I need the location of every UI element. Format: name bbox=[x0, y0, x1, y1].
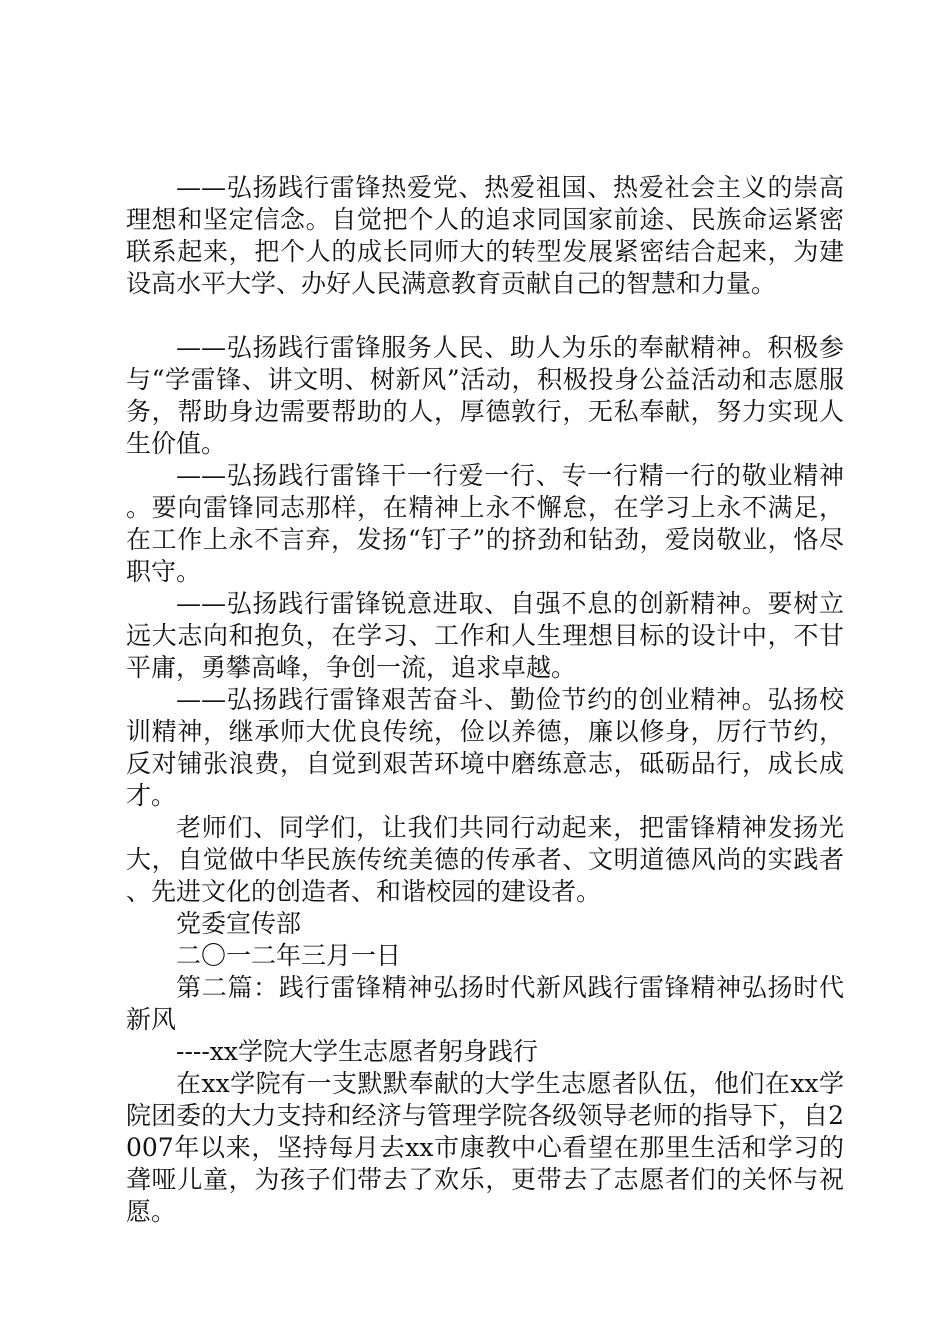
paragraph-ideals: ——弘扬践行雷锋热爱党、热爱祖国、热爱社会主义的崇高理想和坚定信念。自觉把个人的追求同国家前途、民族命运紧密联系起来，把个人的成长同师大的转型发展紧密结合起来，为建设高水平大学、办好人民满意教育贡献自己的智慧和力量。 bbox=[126, 173, 844, 298]
paragraph-dedication: ——弘扬践行雷锋干一行爱一行、专一行精一行的敬业精神。要向雷锋同志那样，在精神上永不懈怠，在学习上永不满足，在工作上永不言弃，发扬“钉子”的挤劲和钻劲，爱岗敬业，恪尽职守。 bbox=[126, 461, 844, 586]
signature-date: 二〇一二年三月一日 bbox=[176, 941, 402, 970]
paragraph-service: ——弘扬践行雷锋服务人民、助人为乐的奉献精神。积极参与“学雷锋、讲文明、树新风”活动，积极投身公益活动和志愿服务，帮助身边需要帮助的人，厚德敦行，无私奉献，努力实现人生价值。 bbox=[126, 333, 844, 458]
section-body: 在xx学院有一支默默奉献的大学生志愿者队伍，他们在xx学院团委的大力支持和经济与管理学院各级领导老师的指导下，自2007年以来，坚持每月去xx市康教中心看望在那里生活和学习的聋哑儿童，为孩子们带去了欢乐，更带去了志愿者们的关怀与祝愿。 bbox=[126, 1069, 844, 1226]
section-title: 第二篇：践行雷锋精神弘扬时代新风践行雷锋精神弘扬时代新风 bbox=[126, 973, 844, 1034]
paragraph-innovation: ——弘扬践行雷锋锐意进取、自强不息的创新精神。要树立远大志向和抱负，在学习、工作和人生理想目标的设计中，不甘平庸，勇攀高峰，争创一流，追求卓越。 bbox=[126, 589, 844, 682]
paragraph-call-to-action: 老师们、同学们，让我们共同行动起来，把雷锋精神发扬光大，自觉做中华民族传统美德的传承者、文明道德风尚的实践者、先进文化的创造者、和谐校园的建设者。 bbox=[126, 813, 844, 906]
signature-organization: 党委宣传部 bbox=[176, 909, 302, 938]
document-page bbox=[126, 172, 844, 1228]
section-subtitle: ----xx学院大学生志愿者躬身践行 bbox=[176, 1037, 538, 1066]
paragraph-entrepreneurship: ——弘扬践行雷锋艰苦奋斗、勤俭节约的创业精神。弘扬校训精神，继承师大优良传统，俭以养德，廉以修身，厉行节约，反对铺张浪费，自觉到艰苦环境中磨练意志，砥砺品行，成长成才。 bbox=[126, 685, 844, 810]
